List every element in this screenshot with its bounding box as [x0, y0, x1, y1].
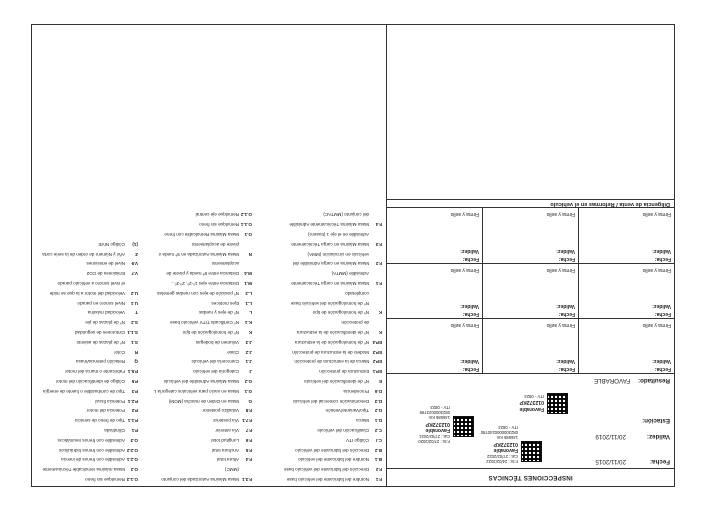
field-row: [254, 217, 382, 227]
fecha-row: [595, 457, 670, 465]
signature-cell: Fecha: Validez: Firma y sello: [578, 208, 674, 263]
field-label: Nº posición de ejes con ruedas gemelas: [157, 290, 239, 296]
field-row: [34, 335, 138, 345]
validez-label: Validez:: [646, 433, 670, 440]
field-code: F.7.1: [242, 418, 252, 424]
field-label: pivote de acoplamiento: [191, 241, 239, 247]
field-row: [140, 315, 252, 325]
field-row: [34, 394, 138, 404]
field-code: D.1: [374, 418, 382, 424]
field-label: Fabricante o marca del motor: [65, 369, 125, 375]
field-code: EP.4: [372, 339, 382, 345]
field-row: [254, 247, 382, 257]
signature-cell: Fecha: Validez: Firma y sello: [578, 318, 674, 373]
field-row: [140, 384, 252, 394]
field-code: F.6: [245, 437, 252, 443]
field-label: Masa Máxima Autorizada en 5ª rueda o: [158, 251, 239, 257]
field-code: T: [135, 310, 138, 316]
field-code: K: [378, 330, 382, 336]
field-label: Código ITV: [346, 437, 369, 443]
field-label: Nivel de emisiones: [86, 261, 125, 267]
field-code: C.I: [376, 437, 382, 443]
field-row: [254, 335, 382, 345]
field-code: O.1: [244, 232, 252, 238]
field-row: [140, 345, 252, 355]
inspections-panel: [386, 25, 674, 486]
field-label: Potencia del motor: [86, 408, 125, 414]
field-row: [140, 296, 252, 306]
field-label: Masa Máxima en carga Técnicamente: [291, 241, 369, 247]
itv-stamp-1: F.Sr.: 24/02/2022 Cat.: 27/02/2022 Favorable 012372KP 146585 Km 0823000000240780 ITV - 0823: [480, 425, 518, 464]
field-code: B.2: [374, 447, 382, 453]
field-code: F.2: [375, 467, 382, 473]
itv-stamp-3: Favorable 012372KP ITV - 0823: [519, 394, 544, 412]
field-label: Distancia entre 5ª rueda y pivote de: [166, 271, 239, 277]
field-row: [254, 296, 382, 306]
field-row: [34, 364, 138, 374]
resultado-label: Resultado:: [638, 377, 670, 384]
field-label: Dirección del fabricante del vehículo: [295, 447, 369, 453]
field-code: L.2: [245, 290, 252, 296]
field-code: O.2.1: [126, 457, 138, 463]
field-code: O.2: [130, 467, 138, 473]
field-row: [254, 208, 382, 218]
field-code: F.7: [245, 428, 252, 434]
field-row: [140, 364, 252, 374]
field-code: G: [248, 398, 252, 404]
field-label: Admisible con frenos de inercia: [61, 457, 125, 463]
field-label: Distancia entre ejes 1º-2º, 2º-3º...: [171, 281, 239, 287]
fields-column-3: [34, 237, 138, 482]
signature-cell: Fecha: Validez: Firma y sello: [450, 210, 479, 262]
field-row: [254, 423, 382, 433]
field-label: Voladizo posterior: [202, 408, 239, 414]
field-label: Masa Máxima en carga Técnicamente: [291, 281, 369, 287]
field-code: (1): [132, 241, 138, 247]
signature-cell: Fecha: Validez: Firma y sello: [578, 263, 674, 318]
field-label: Emisiones de CO2: [86, 271, 125, 277]
resultado-value: FAVORABLE: [593, 377, 631, 384]
field-code: N: [248, 251, 252, 257]
field-code: P.5.1: [127, 369, 138, 375]
fields-column-1: [254, 208, 382, 482]
field-row: [254, 325, 382, 335]
field-code: V.7: [131, 271, 138, 277]
field-row: [254, 384, 382, 394]
field-code: O.2.2: [126, 447, 138, 453]
field-row: [254, 345, 382, 355]
field-label: Color: [114, 349, 125, 355]
field-label: Categoría del vehículo: [193, 369, 239, 375]
field-label: Código de identificación del motor: [55, 379, 125, 385]
field-code: F.3: [375, 241, 382, 247]
field-row: [140, 266, 252, 276]
field-label: Modelo de la estructura de protección: [292, 349, 369, 355]
field-row: [34, 237, 138, 247]
field-code: D.6: [374, 388, 382, 394]
field-row: [254, 315, 382, 325]
field-label: Masa Máxima Remolcable con freno: [164, 232, 239, 238]
field-label: Vía anterior: [215, 428, 239, 434]
field-label: Marca: [356, 418, 369, 424]
estacion-row: [642, 416, 670, 424]
field-label: vehículo en circulación (MMA): [307, 251, 369, 257]
field-code: P.1.1: [127, 418, 138, 424]
field-row: [140, 276, 252, 286]
qr-code-icon: [547, 393, 568, 414]
field-row: [34, 472, 138, 482]
validez-value: 20/11/2019: [595, 433, 626, 440]
fecha-label: Fecha:: [650, 458, 670, 465]
field-code: P.1: [131, 428, 138, 434]
field-row: [254, 257, 382, 267]
field-label: Velocidad máxima: [87, 310, 125, 316]
field-label: Nº de plazas de asiento: [76, 339, 125, 345]
field-row: [140, 453, 252, 463]
document-frame: [31, 24, 675, 487]
field-label: Nº de homologación de tipo: [312, 310, 369, 316]
field-code: K.1: [244, 320, 252, 326]
field-label: Nº de homologación del vehículo base: [290, 300, 369, 306]
field-row: [34, 374, 138, 384]
field-row: [34, 462, 138, 472]
field-code: F.5: [245, 447, 252, 453]
field-label: Velocidad del motor a la que se mide: [49, 290, 125, 296]
field-label: Nombre del fabricante del vehículo base: [286, 477, 369, 482]
field-code: C.2: [374, 428, 382, 434]
field-row: [34, 276, 138, 286]
field-label: Carrocería del vehículo: [191, 359, 239, 365]
field-code: K: [248, 330, 252, 336]
field-label: Marca de la estructura de protección: [294, 359, 369, 365]
field-row: [34, 257, 138, 267]
field-code: F.3.1: [242, 477, 252, 482]
field-code: B.1: [374, 457, 382, 463]
field-row: [34, 286, 138, 296]
field-label: Nº de homologación de tipo: [182, 330, 239, 336]
field-code: K: [378, 310, 382, 316]
field-code: J.2: [245, 349, 252, 355]
field-row: [254, 306, 382, 316]
field-row: [254, 443, 382, 453]
field-code: O.1.3: [126, 477, 138, 482]
field-label: Denominación comercial del vehículo: [292, 398, 369, 404]
field-label: (MMC): [224, 467, 239, 473]
field-row: [254, 276, 382, 286]
field-row: [254, 237, 382, 247]
field-label: Altura total: [217, 457, 239, 463]
field-row: [140, 286, 252, 296]
field-row: [140, 374, 252, 384]
field-row: [140, 394, 252, 404]
field-code: F.2: [375, 261, 382, 267]
field-row: [34, 413, 138, 423]
field-row: [34, 315, 138, 325]
field-row: [140, 404, 252, 414]
signature-cell: Fecha: Validez: Firma y sello: [387, 263, 482, 318]
field-code: F.4: [375, 222, 382, 228]
field-row: [254, 472, 382, 482]
field-code: F.1: [375, 281, 382, 287]
fields-column-2: [140, 208, 252, 482]
field-label: Cinturones de seguridad: [74, 330, 125, 336]
field-row: [140, 462, 252, 472]
field-code: E: [378, 379, 382, 385]
field-label: Masa Máxima Admisible del vehículo: [163, 379, 239, 385]
field-code: S.1: [131, 339, 138, 345]
field-code: J.1: [245, 359, 252, 365]
field-label: Admisible con frenos neumáticos: [57, 437, 125, 443]
field-row: [34, 453, 138, 463]
field-row: [140, 335, 252, 345]
field-code: V.9: [131, 261, 138, 267]
field-code: Z: [135, 251, 138, 257]
field-label: Masa en Orden de marcha (MOM): [168, 398, 239, 404]
field-code: Q: [134, 359, 138, 365]
field-label: Admisible (MMTA): [331, 271, 369, 277]
field-row: [140, 423, 252, 433]
field-label: Volumen de bodegas: [195, 339, 239, 345]
field-label: Anchura total: [211, 447, 239, 453]
field-row: [140, 306, 252, 316]
field-label: Nº Certificado TITV vehículo base: [170, 320, 239, 326]
field-label: Masa máxima remolcable Técnicamente: [42, 467, 125, 473]
signature-cell: Fecha: Validez: Firma y sello: [482, 318, 578, 373]
field-row: [254, 433, 382, 443]
field-label: Procedencia: [343, 388, 369, 394]
field-row: [254, 227, 382, 237]
field-label: Cilindrada: [104, 428, 125, 434]
field-label: Tipo de freno de servicio: [74, 418, 125, 424]
qr-code-icon: [453, 416, 474, 437]
field-code: EP.1: [372, 369, 382, 375]
field-label: Remolque eje central: [195, 212, 239, 218]
field-code: P.3: [131, 388, 138, 394]
field-row: [254, 394, 382, 404]
field-label: Dirección del fabricante del vehículo base: [283, 467, 369, 473]
field-code: R: [134, 349, 138, 355]
field-row: [254, 355, 382, 365]
field-label: Remolque sin freno: [85, 477, 125, 482]
field-row: [140, 257, 252, 267]
field-label: Nº de plazas de pie: [85, 320, 125, 326]
field-label: Masa en vacío para vehículos categoría L: [153, 388, 239, 394]
field-code: D.3: [374, 398, 382, 404]
estacion-label: Estación:: [642, 417, 670, 424]
field-row: [34, 355, 138, 365]
field-row: [34, 423, 138, 433]
field-row: [254, 453, 382, 463]
field-label: el nivel sonoro a vehículo parado: [57, 281, 125, 287]
field-code: G.1: [244, 388, 252, 394]
field-code: P.2: [131, 408, 138, 414]
field-code: P.2.1: [127, 398, 138, 404]
field-row: [140, 413, 252, 423]
field-label: Admisible con frenos hidráulicos: [59, 447, 125, 453]
field-label: Tipo/Variante/Versión: [325, 408, 369, 414]
field-label: Masa Máxima Técnicamente Admisible: [289, 222, 369, 228]
field-row: [254, 364, 382, 374]
field-row: [254, 374, 382, 384]
field-code: S.2: [131, 320, 138, 326]
field-row: [34, 443, 138, 453]
field-label: Ejes motrices: [211, 300, 239, 306]
diligencia-title: Diligencia de venta / Reformas en el vehículo: [387, 199, 674, 209]
field-row: [254, 413, 382, 423]
field-row: [254, 462, 382, 472]
field-label: Vía posterior: [212, 418, 239, 424]
qr-code-icon: [521, 441, 542, 462]
field-row: [254, 404, 382, 414]
field-code: U.2: [130, 290, 138, 296]
field-code: EP.2: [372, 359, 382, 365]
field-code: J.3: [245, 339, 252, 345]
resultado-row: [594, 377, 670, 384]
field-row: [140, 472, 252, 482]
signature-cell: Fecha: Validez: Firma y sello: [482, 263, 578, 318]
field-code: S.1.1: [127, 330, 138, 336]
field-label: Tipo de combustible o fuente de energía: [42, 388, 125, 394]
field-code: O.1.2: [240, 212, 252, 218]
signature-cell: Fecha: Validez: Firma y sello: [387, 318, 482, 373]
field-code: G.2: [244, 379, 252, 385]
field-row: [140, 433, 252, 443]
technical-fields-panel: [32, 25, 386, 486]
field-label: acoplamiento: [211, 261, 239, 267]
signature-grid: [387, 207, 674, 374]
field-label: Nº de identificación del vehículo: [303, 379, 369, 385]
field-code: EP.3: [372, 349, 382, 355]
itv-stamp-2: F.Sr.: 27/02/2020 Cat.: 27/02/2021 Favorable 012372KP 146585 Km 0823000023789 ITV - 0823: [418, 405, 450, 444]
field-code: F.1: [375, 477, 382, 482]
field-code: D.2: [374, 408, 382, 414]
field-label: Nº de ejes y ruedas: [199, 310, 239, 316]
field-row: [34, 306, 138, 316]
field-code: P.5: [131, 379, 138, 385]
field-row: [34, 433, 138, 443]
field-row: [140, 443, 252, 453]
field-code: M.4: [244, 271, 252, 277]
field-label: Clasificación del vehículo: [317, 428, 369, 434]
field-row: [254, 286, 382, 296]
field-row: [140, 208, 252, 218]
field-code: L: [249, 310, 252, 316]
field-row: [34, 266, 138, 276]
field-code: O.1.1: [240, 222, 252, 228]
field-code: F.8: [245, 408, 252, 414]
field-label: de protección: [341, 320, 369, 326]
field-label: Nombre del fabricante del vehículo: [298, 457, 369, 463]
field-row: [34, 404, 138, 414]
field-row: [34, 384, 138, 394]
field-row: [140, 227, 252, 237]
field-row: [140, 247, 252, 257]
field-row: [140, 325, 252, 335]
validez-row: [595, 432, 670, 440]
field-row: [34, 247, 138, 257]
field-label: del conjunto (MMTAC): [323, 212, 369, 218]
field-label: Relación potencia/masa: [75, 359, 125, 365]
field-code: J: [249, 369, 252, 375]
field-label: Nº de identificación de la estructura: [296, 330, 369, 336]
field-label: Potencia fiscal: [95, 398, 125, 404]
field-label: Longitud total: [211, 437, 239, 443]
field-label: Masa Máxima en carga Admisible del: [292, 261, 369, 267]
field-label: Nivel sonoro en parado: [77, 300, 125, 306]
field-row: [140, 355, 252, 365]
field-row: [34, 325, 138, 335]
field-row: [140, 237, 252, 247]
field-label: Estructura de protección: [319, 369, 369, 375]
field-code: M.1: [244, 281, 252, 287]
field-code: F.4: [245, 457, 252, 463]
field-label: Masa Máxima Autorizada del conjunto: [161, 477, 239, 482]
field-row: [34, 296, 138, 306]
field-row: [254, 266, 382, 276]
field-label: Clase: [227, 349, 239, 355]
field-code: L.1: [245, 300, 252, 306]
field-row: [34, 345, 138, 355]
field-label: Año y Número de orden de la serie corta: [42, 251, 125, 257]
field-label: Código NIVE: [98, 241, 125, 247]
signature-cell: Fecha: Validez: Firma y sello: [482, 208, 578, 263]
field-label: Remolque sin freno: [199, 222, 239, 228]
field-label: Nº de homologación de la estructura: [294, 339, 369, 345]
field-code: O.3: [130, 437, 138, 443]
field-label: completado: [345, 290, 369, 296]
field-code: U.1: [130, 300, 138, 306]
inspections-title: INSPECCIONES TÉCNICAS: [387, 468, 674, 486]
fecha-value: 20/11/2015: [595, 458, 626, 465]
field-label: Admisible en el eje 1 (trasero): [307, 232, 369, 238]
field-row: [140, 217, 252, 227]
